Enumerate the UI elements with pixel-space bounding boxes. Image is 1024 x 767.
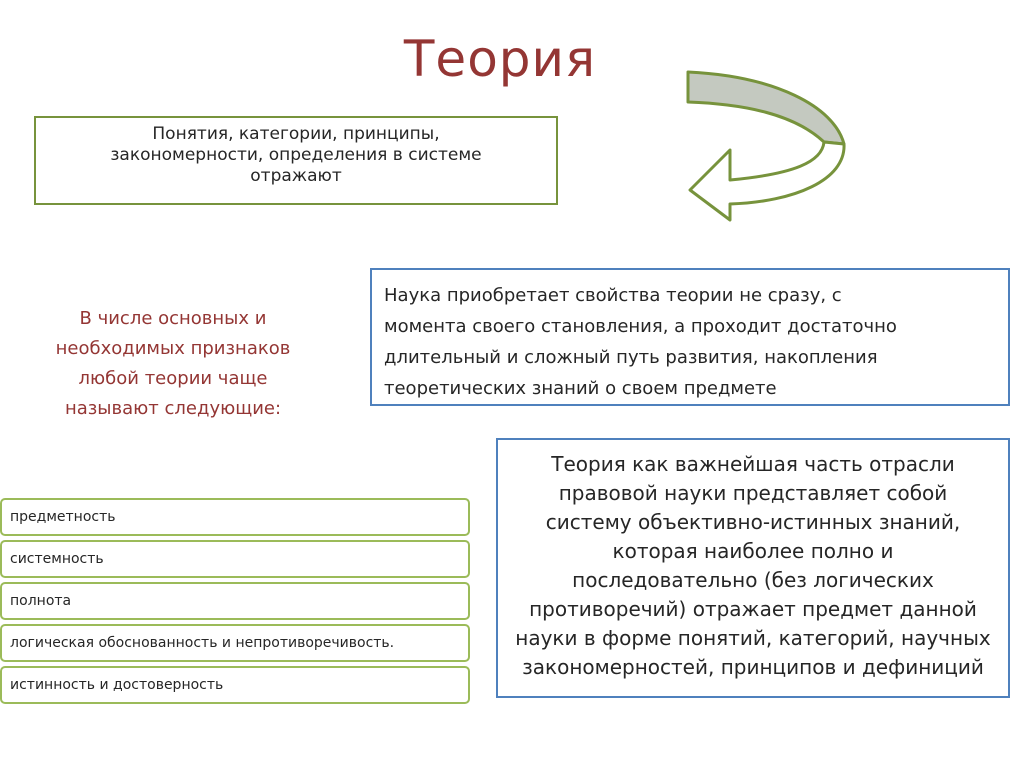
theory-box xyxy=(496,438,1010,698)
theory-line: Теория как важнейшая часть отрасли xyxy=(551,452,955,476)
theory-line: которая наиболее полно и xyxy=(612,539,894,563)
science-box xyxy=(370,268,1010,406)
theory-line: науки в форме понятий, категорий, научных xyxy=(515,626,991,650)
signs-intro-text xyxy=(28,304,318,424)
theory-line: закономерностей, принципов и дефиниций xyxy=(522,655,984,679)
feature-item: логическая обоснованность и непротиворечивость. xyxy=(0,624,470,662)
science-line: Наука приобретает свойства теории не сразу, с xyxy=(384,285,842,306)
concepts-box xyxy=(34,116,558,205)
feature-item: полнота xyxy=(0,582,470,620)
science-line: теоретических знаний о своем предмете xyxy=(384,378,777,399)
concepts-line: отражают xyxy=(250,166,342,186)
signs-intro-line: В числе основных и xyxy=(79,308,267,329)
feature-item: истинность и достоверность xyxy=(0,666,470,704)
theory-line: правовой науки представляет собой xyxy=(558,481,948,505)
feature-item: предметность xyxy=(0,498,470,536)
concepts-line: Понятия, категории, принципы, xyxy=(152,124,440,144)
feature-item: системность xyxy=(0,540,470,578)
slide-title: Теория xyxy=(403,30,597,88)
theory-line: противоречий) отражает предмет данной xyxy=(529,597,977,621)
science-line: длительный и сложный путь развития, накопления xyxy=(384,347,878,368)
theory-line: систему объективно-истинных знаний, xyxy=(545,510,961,534)
signs-intro-line: называют следующие: xyxy=(64,398,282,419)
science-line: момента своего становления, а проходит достаточно xyxy=(384,316,897,337)
concepts-line: закономерности, определения в системе xyxy=(110,145,482,165)
curved-arrow-icon xyxy=(684,62,854,224)
signs-intro-line: любой теории чаще xyxy=(78,368,268,389)
signs-intro-line: необходимых признаков xyxy=(55,338,291,359)
theory-line: последовательно (без логических xyxy=(572,568,934,592)
